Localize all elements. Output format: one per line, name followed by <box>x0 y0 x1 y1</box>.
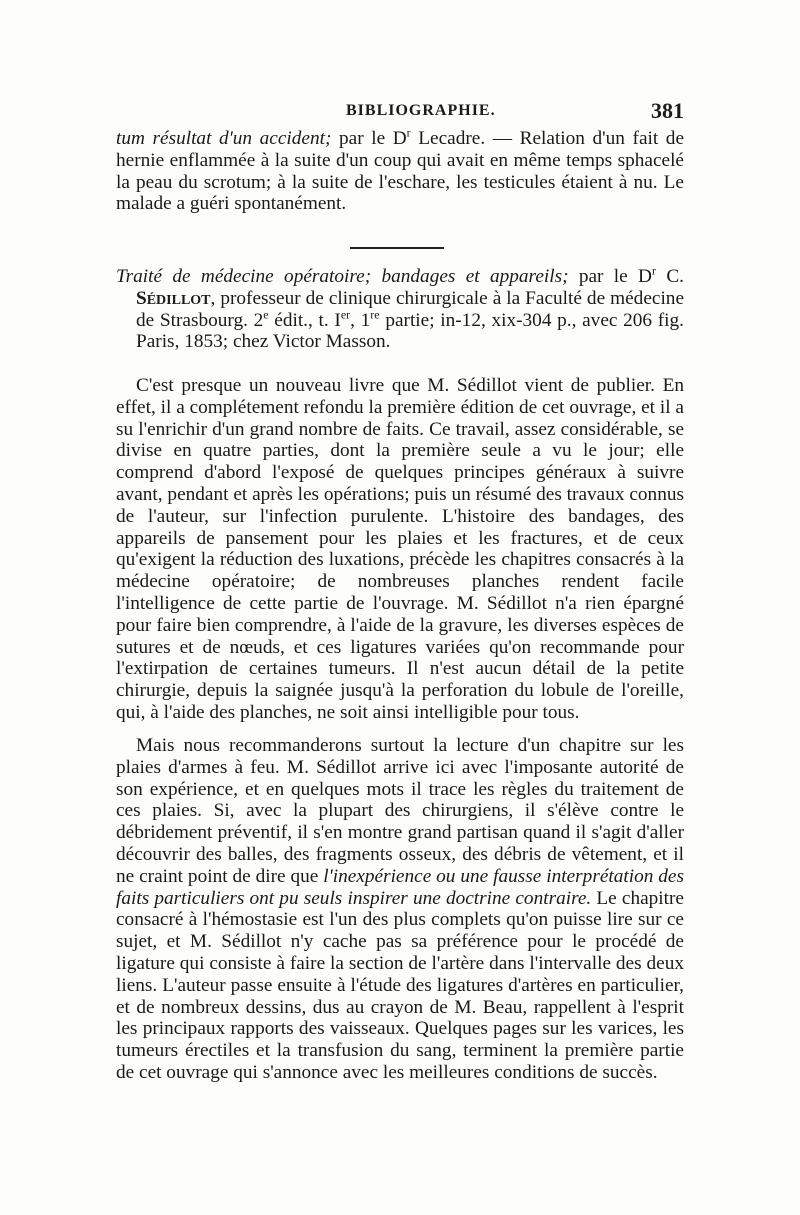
paragraph-text: Le chapitre consacré à l'hémostasie est l'un des plus complets qu'on puisse lire sur ce sujet, et M. Sédillot n'y cache pas sa préférence pour le procédé de ligature qui consiste à faire la section de l'artère dans l'intervalle des deux liens. L'auteur passe ensuite à l'étude des ligatures d'artères en particulier, et de nombreux dessins, dus au crayon de M. Beau, rappellent à l'esprit les principaux rapports des vaisseaux. Quelques pages sur les varices, les tumeurs érectiles et la transfusion du sang, terminent la première partie de cet ouvrage qui s'annonce avec les meilleures conditions de succès. <box>116 887 684 1083</box>
page-number: 381 <box>651 98 684 123</box>
review-paragraph-2 <box>116 735 684 1084</box>
entry-details: , professeur de clinique chirurgicale à la Faculté de médecine de Strasbourg. 2 <box>136 287 684 331</box>
superscript: r <box>651 263 656 278</box>
book-title: Traité de médecine opératoire; bandages et appareils; <box>116 266 569 287</box>
running-head <box>118 98 684 128</box>
superscript: er <box>340 307 351 322</box>
paragraph-text: Lecadre. — Relation d'un fait de hernie enflammée à la suite d'un coup qui avait en même temps sphacelé la peau du scrotum; à la suite de l'eschare, les testicules étaient à nu. Le malade a guéri spontanément. <box>116 128 685 215</box>
entry-by: par le D <box>568 266 652 287</box>
entry-details: édit., t. I <box>268 309 341 331</box>
paragraph-text: Mais nous recommanderons surtout la lecture d'un chapitre sur les plaies d'armes à feu. M. Sédillot arrive ici avec l'imposante autorité de son expérience, et en quelques mots il trace les règles du traitement de ces plaies. Si, avec la plupart des chirurgiens, il s'élève contre le débridement préventif, il s'en montre grand partisan quand il s'agit d'aller découvrir des balles, des fragments osseux, des débris de vêtement, et il ne craint point de dire que <box>116 735 684 887</box>
running-title: BIBLIOGRAPHIE. <box>346 102 496 119</box>
author-initial: C. <box>655 266 684 287</box>
bibliography-entry <box>116 263 684 353</box>
entry-details: , 1 <box>350 309 371 331</box>
superscript: re <box>370 307 380 322</box>
superscript: r <box>406 125 411 140</box>
text-before-sup: par le D <box>331 128 407 149</box>
italic-quote: l'inexpérience ou une fausse interprétation des faits particuliers ont pu seuls inspirer une doctrine contraire. <box>116 865 684 909</box>
section-divider <box>350 247 444 249</box>
italic-lead: tum résultat d'un accident; <box>116 128 332 149</box>
review-paragraph-1: C'est presque un nouveau livre que M. Sédillot vient de publier. En effet, il a complétement refondu la première édition de cet ouvrage, et il a su l'enrichir d'un grand nombre de faits. Ce travail, assez considérable, se divise en quatre parties, dont la première seule a vu le jour; elle comprend d'abord l'exposé de quelques principes généraux à suivre avant, pendant et après les opérations; puis un résumé des travaux connus de l'auteur, sur l'infection purulente. L'histoire des bandages, des appareils de pansement pour les plaies et les fractures, et de ceux qu'exigent la réduction des luxations, précède les chapitres consacrés à la médecine opératoire; de nombreuses planches rendent facile l'intelligence de cette partie de l'ouvrage. M. Sédillot n'a rien épargné pour faire bien comprendre, à l'aide de la gravure, les diverses espèces de sutures et de nœuds, et ces ligatures variées qu'on recommande pour l'extirpation de certaines tumeurs. Il n'est aucun détail de la petite chirurgie, depuis la saignée jusqu'à la perforation du lobule de l'oreille, qui, à l'aide des planches, ne soit ainsi intelligible pour tous. <box>116 375 684 723</box>
paragraph-continuation <box>116 125 685 215</box>
author-name: Sédillot <box>136 287 211 309</box>
entry-details: partie; in-12, xix-304 p., avec 206 fig. Paris, 1853; chez Victor Masson. <box>136 309 684 353</box>
superscript: e <box>263 307 269 322</box>
